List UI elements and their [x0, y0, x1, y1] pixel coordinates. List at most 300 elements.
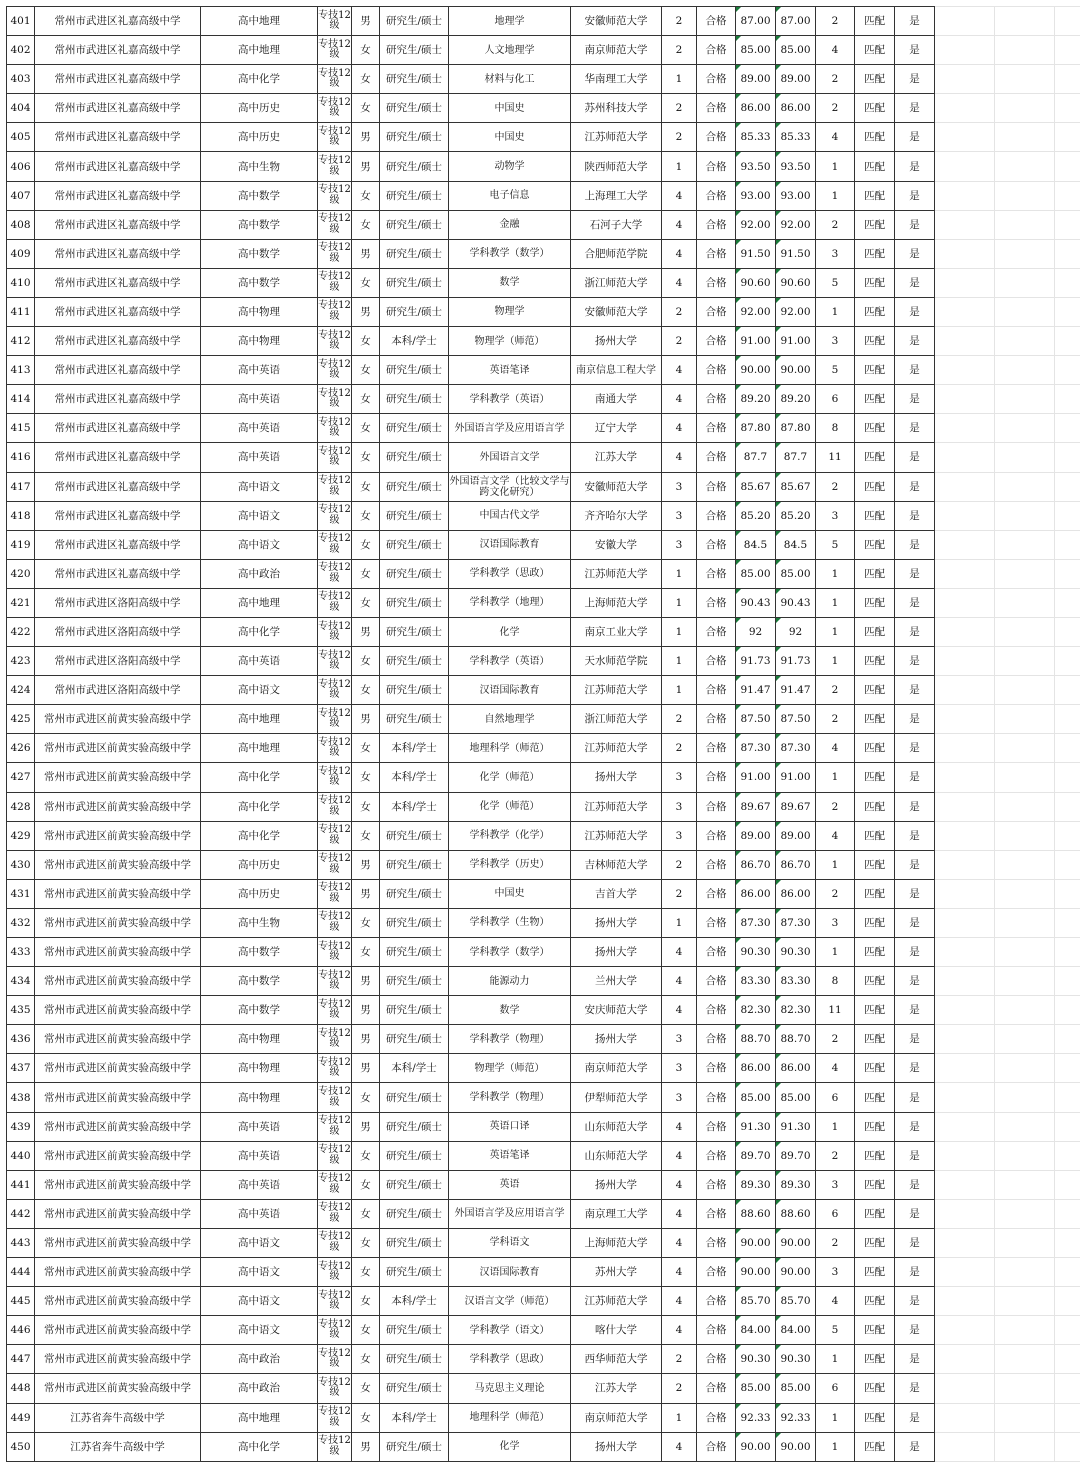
cell-match: 匹配 [855, 647, 895, 676]
cell-total-score: 85.00 [776, 1374, 816, 1403]
cell-position: 高中语文 [201, 1287, 318, 1316]
cell-university: 上海师范大学 [571, 1228, 662, 1257]
empty-cell [935, 879, 995, 908]
cell-employer: 常州市武进区前黄实验高级中学 [35, 996, 201, 1025]
cell-qualification: 合格 [697, 152, 736, 181]
empty-cell [935, 1112, 995, 1141]
cell-quota: 4 [662, 1170, 697, 1199]
cell-employer: 常州市武进区前黄实验高级中学 [35, 1345, 201, 1374]
empty-cell [1055, 152, 1080, 181]
cell-rank: 8 [816, 967, 855, 996]
cell-university: 石河子大学 [571, 210, 662, 239]
cell-major: 外国语言文学（比较文学与跨文化研究） [449, 472, 571, 501]
cell-rank: 11 [816, 996, 855, 1025]
table-row [7, 1170, 1080, 1199]
empty-cell [935, 1345, 995, 1374]
cell-position: 高中语文 [201, 1228, 318, 1257]
cell-education: 研究生/硕士 [380, 1170, 449, 1199]
empty-cell [995, 1432, 1055, 1461]
cell-major: 地理科学（师范） [449, 1403, 571, 1432]
cell-hired: 是 [895, 1228, 935, 1257]
cell-employer: 常州市武进区礼嘉高级中学 [35, 210, 201, 239]
cell-major: 材料与化工 [449, 65, 571, 94]
cell-written-score: 87.00 [736, 7, 776, 36]
cell-row-number: 402 [7, 36, 35, 65]
cell-rank: 2 [816, 94, 855, 123]
cell-written-score: 85.00 [736, 1083, 776, 1112]
empty-cell [995, 1025, 1055, 1054]
cell-match: 匹配 [855, 65, 895, 94]
table-row [7, 152, 1080, 181]
table-row [7, 1199, 1080, 1228]
cell-total-score: 90.30 [776, 1345, 816, 1374]
empty-cell [1055, 36, 1080, 65]
cell-quota: 4 [662, 967, 697, 996]
cell-employer: 常州市武进区礼嘉高级中学 [35, 414, 201, 443]
cell-rank: 6 [816, 1374, 855, 1403]
cell-education: 研究生/硕士 [380, 647, 449, 676]
cell-total-score: 87.00 [776, 7, 816, 36]
cell-match: 匹配 [855, 1141, 895, 1170]
cell-education: 研究生/硕士 [380, 530, 449, 559]
cell-rank: 4 [816, 1287, 855, 1316]
empty-cell [935, 792, 995, 821]
cell-quota: 2 [662, 850, 697, 879]
cell-quota: 2 [662, 297, 697, 326]
cell-row-number: 423 [7, 647, 35, 676]
cell-education: 本科/学士 [380, 734, 449, 763]
cell-row-number: 435 [7, 996, 35, 1025]
cell-written-score: 84.5 [736, 530, 776, 559]
cell-employer: 常州市武进区前黄实验高级中学 [35, 1112, 201, 1141]
empty-cell [995, 1199, 1055, 1228]
cell-hired: 是 [895, 181, 935, 210]
cell-row-number: 431 [7, 879, 35, 908]
cell-qualification: 合格 [697, 239, 736, 268]
cell-university: 兰州大学 [571, 967, 662, 996]
cell-row-number: 438 [7, 1083, 35, 1112]
cell-rank: 1 [816, 617, 855, 646]
cell-match: 匹配 [855, 1170, 895, 1199]
cell-hired: 是 [895, 1287, 935, 1316]
cell-major: 物理学（师范） [449, 327, 571, 356]
cell-quota: 3 [662, 1083, 697, 1112]
cell-row-number: 433 [7, 938, 35, 967]
empty-cell [1055, 65, 1080, 94]
cell-major: 学科教学（思政） [449, 559, 571, 588]
cell-employer: 常州市武进区前黄实验高级中学 [35, 821, 201, 850]
empty-cell [935, 821, 995, 850]
empty-cell [995, 559, 1055, 588]
table-row [7, 617, 1080, 646]
cell-hired: 是 [895, 443, 935, 472]
cell-written-score: 89.20 [736, 385, 776, 414]
cell-position: 高中政治 [201, 559, 318, 588]
cell-match: 匹配 [855, 1054, 895, 1083]
empty-cell [995, 327, 1055, 356]
cell-position: 高中历史 [201, 94, 318, 123]
cell-education: 研究生/硕士 [380, 967, 449, 996]
cell-level: 专技12级 [318, 967, 352, 996]
cell-row-number: 426 [7, 734, 35, 763]
cell-hired: 是 [895, 1112, 935, 1141]
cell-rank: 5 [816, 530, 855, 559]
cell-rank: 6 [816, 1083, 855, 1112]
cell-row-number: 419 [7, 530, 35, 559]
cell-major: 学科教学（英语） [449, 647, 571, 676]
cell-level: 专技12级 [318, 821, 352, 850]
cell-education: 研究生/硕士 [380, 268, 449, 297]
empty-cell [935, 1258, 995, 1287]
empty-cell [935, 327, 995, 356]
cell-written-score: 85.67 [736, 472, 776, 501]
cell-level: 专技12级 [318, 297, 352, 326]
cell-university: 江苏师范大学 [571, 676, 662, 705]
empty-cell [1055, 850, 1080, 879]
cell-rank: 3 [816, 327, 855, 356]
table-row [7, 443, 1080, 472]
empty-cell [935, 443, 995, 472]
table-row [7, 94, 1080, 123]
cell-university: 江苏师范大学 [571, 792, 662, 821]
cell-match: 匹配 [855, 472, 895, 501]
table-row [7, 530, 1080, 559]
cell-qualification: 合格 [697, 1112, 736, 1141]
cell-major: 学科教学（思政） [449, 1345, 571, 1374]
cell-row-number: 442 [7, 1199, 35, 1228]
empty-cell [935, 501, 995, 530]
empty-cell [995, 996, 1055, 1025]
cell-position: 高中物理 [201, 1025, 318, 1054]
cell-major: 马克思主义理论 [449, 1374, 571, 1403]
cell-major: 动物学 [449, 152, 571, 181]
empty-cell [935, 967, 995, 996]
empty-cell [1055, 559, 1080, 588]
cell-match: 匹配 [855, 1374, 895, 1403]
empty-cell [935, 705, 995, 734]
cell-match: 匹配 [855, 356, 895, 385]
table-row [7, 297, 1080, 326]
cell-row-number: 446 [7, 1316, 35, 1345]
cell-written-score: 90.60 [736, 268, 776, 297]
table-row [7, 588, 1080, 617]
cell-qualification: 合格 [697, 1170, 736, 1199]
cell-position: 高中数学 [201, 239, 318, 268]
cell-qualification: 合格 [697, 1025, 736, 1054]
cell-education: 研究生/硕士 [380, 501, 449, 530]
table-row [7, 501, 1080, 530]
empty-cell [1055, 1316, 1080, 1345]
cell-education: 研究生/硕士 [380, 908, 449, 937]
cell-hired: 是 [895, 850, 935, 879]
empty-cell [995, 588, 1055, 617]
empty-cell [1055, 1170, 1080, 1199]
cell-qualification: 合格 [697, 385, 736, 414]
cell-row-number: 417 [7, 472, 35, 501]
cell-level: 专技12级 [318, 385, 352, 414]
cell-match: 匹配 [855, 763, 895, 792]
empty-cell [1055, 1287, 1080, 1316]
cell-qualification: 合格 [697, 996, 736, 1025]
cell-row-number: 415 [7, 414, 35, 443]
empty-cell [935, 1141, 995, 1170]
cell-hired: 是 [895, 1374, 935, 1403]
cell-position: 高中英语 [201, 1141, 318, 1170]
cell-hired: 是 [895, 967, 935, 996]
cell-quota: 1 [662, 908, 697, 937]
cell-university: 山东师范大学 [571, 1112, 662, 1141]
cell-qualification: 合格 [697, 123, 736, 152]
empty-cell [935, 530, 995, 559]
cell-hired: 是 [895, 1083, 935, 1112]
cell-qualification: 合格 [697, 501, 736, 530]
empty-cell [1055, 7, 1080, 36]
cell-gender: 男 [352, 1112, 380, 1141]
cell-major: 化学 [449, 617, 571, 646]
cell-education: 研究生/硕士 [380, 181, 449, 210]
cell-employer: 常州市武进区礼嘉高级中学 [35, 356, 201, 385]
cell-level: 专技12级 [318, 414, 352, 443]
cell-hired: 是 [895, 356, 935, 385]
cell-major: 汉语国际教育 [449, 676, 571, 705]
cell-hired: 是 [895, 763, 935, 792]
table-row [7, 1228, 1080, 1257]
cell-rank: 2 [816, 792, 855, 821]
table-row [7, 792, 1080, 821]
empty-cell [995, 938, 1055, 967]
cell-total-score: 89.67 [776, 792, 816, 821]
cell-quota: 4 [662, 1141, 697, 1170]
cell-level: 专技12级 [318, 792, 352, 821]
cell-hired: 是 [895, 1054, 935, 1083]
cell-quota: 3 [662, 501, 697, 530]
cell-written-score: 92.33 [736, 1403, 776, 1432]
cell-major: 化学 [449, 1432, 571, 1461]
empty-cell [1055, 705, 1080, 734]
cell-major: 能源动力 [449, 967, 571, 996]
cell-written-score: 84.00 [736, 1316, 776, 1345]
cell-employer: 常州市武进区礼嘉高级中学 [35, 239, 201, 268]
cell-level: 专技12级 [318, 1258, 352, 1287]
cell-hired: 是 [895, 327, 935, 356]
empty-cell [995, 1287, 1055, 1316]
cell-total-score: 91.00 [776, 327, 816, 356]
cell-qualification: 合格 [697, 559, 736, 588]
cell-quota: 4 [662, 1228, 697, 1257]
cell-level: 专技12级 [318, 239, 352, 268]
cell-written-score: 85.20 [736, 501, 776, 530]
cell-employer: 常州市武进区前黄实验高级中学 [35, 1199, 201, 1228]
cell-match: 匹配 [855, 617, 895, 646]
cell-row-number: 410 [7, 268, 35, 297]
cell-row-number: 443 [7, 1228, 35, 1257]
cell-row-number: 450 [7, 1432, 35, 1461]
cell-total-score: 85.67 [776, 472, 816, 501]
cell-gender: 男 [352, 1054, 380, 1083]
cell-employer: 常州市武进区礼嘉高级中学 [35, 7, 201, 36]
cell-row-number: 449 [7, 1403, 35, 1432]
cell-employer: 常州市武进区礼嘉高级中学 [35, 152, 201, 181]
cell-major: 学科教学（物理） [449, 1025, 571, 1054]
cell-match: 匹配 [855, 588, 895, 617]
empty-cell [1055, 94, 1080, 123]
cell-gender: 男 [352, 239, 380, 268]
cell-education: 本科/学士 [380, 792, 449, 821]
cell-quota: 2 [662, 94, 697, 123]
cell-level: 专技12级 [318, 705, 352, 734]
cell-level: 专技12级 [318, 36, 352, 65]
cell-gender: 男 [352, 879, 380, 908]
cell-written-score: 87.50 [736, 705, 776, 734]
empty-cell [935, 414, 995, 443]
cell-rank: 3 [816, 908, 855, 937]
cell-rank: 1 [816, 938, 855, 967]
cell-quota: 3 [662, 792, 697, 821]
empty-cell [1055, 1199, 1080, 1228]
cell-university: 西华师范大学 [571, 1345, 662, 1374]
cell-education: 研究生/硕士 [380, 938, 449, 967]
empty-cell [1055, 239, 1080, 268]
cell-total-score: 86.00 [776, 879, 816, 908]
cell-position: 高中地理 [201, 588, 318, 617]
empty-cell [995, 967, 1055, 996]
cell-education: 研究生/硕士 [380, 7, 449, 36]
table-row [7, 1083, 1080, 1112]
cell-total-score: 89.70 [776, 1141, 816, 1170]
cell-university: 江苏师范大学 [571, 1287, 662, 1316]
cell-gender: 男 [352, 617, 380, 646]
empty-cell [995, 763, 1055, 792]
cell-written-score: 85.70 [736, 1287, 776, 1316]
cell-total-score: 85.70 [776, 1287, 816, 1316]
cell-position: 高中化学 [201, 763, 318, 792]
cell-level: 专技12级 [318, 1141, 352, 1170]
empty-cell [1055, 530, 1080, 559]
cell-rank: 2 [816, 210, 855, 239]
cell-total-score: 84.00 [776, 1316, 816, 1345]
cell-match: 匹配 [855, 1025, 895, 1054]
cell-position: 高中英语 [201, 647, 318, 676]
cell-quota: 2 [662, 734, 697, 763]
cell-gender: 男 [352, 996, 380, 1025]
empty-cell [1055, 356, 1080, 385]
empty-cell [1055, 210, 1080, 239]
cell-level: 专技12级 [318, 676, 352, 705]
cell-qualification: 合格 [697, 617, 736, 646]
cell-level: 专技12级 [318, 443, 352, 472]
cell-total-score: 92.33 [776, 1403, 816, 1432]
empty-cell [935, 7, 995, 36]
cell-gender: 女 [352, 472, 380, 501]
empty-cell [995, 1083, 1055, 1112]
cell-row-number: 439 [7, 1112, 35, 1141]
cell-total-score: 90.00 [776, 1432, 816, 1461]
cell-match: 匹配 [855, 908, 895, 937]
cell-quota: 4 [662, 938, 697, 967]
cell-written-score: 86.00 [736, 94, 776, 123]
cell-quota: 3 [662, 1025, 697, 1054]
cell-university: 山东师范大学 [571, 1141, 662, 1170]
cell-university: 江苏师范大学 [571, 559, 662, 588]
cell-university: 南京工业大学 [571, 617, 662, 646]
cell-position: 高中物理 [201, 1083, 318, 1112]
cell-education: 研究生/硕士 [380, 239, 449, 268]
cell-gender: 女 [352, 65, 380, 94]
cell-hired: 是 [895, 588, 935, 617]
cell-hired: 是 [895, 1025, 935, 1054]
empty-cell [995, 850, 1055, 879]
empty-cell [935, 734, 995, 763]
table-row [7, 821, 1080, 850]
cell-row-number: 429 [7, 821, 35, 850]
cell-match: 匹配 [855, 559, 895, 588]
cell-hired: 是 [895, 1199, 935, 1228]
table-row [7, 559, 1080, 588]
cell-row-number: 448 [7, 1374, 35, 1403]
cell-level: 专技12级 [318, 1316, 352, 1345]
cell-position: 高中地理 [201, 7, 318, 36]
cell-qualification: 合格 [697, 443, 736, 472]
cell-total-score: 90.00 [776, 1258, 816, 1287]
cell-total-score: 85.00 [776, 1083, 816, 1112]
cell-quota: 1 [662, 65, 697, 94]
cell-quota: 3 [662, 1054, 697, 1083]
cell-employer: 江苏省奔牛高级中学 [35, 1403, 201, 1432]
cell-qualification: 合格 [697, 181, 736, 210]
cell-qualification: 合格 [697, 705, 736, 734]
cell-level: 专技12级 [318, 1403, 352, 1432]
cell-row-number: 404 [7, 94, 35, 123]
table-row [7, 676, 1080, 705]
cell-university: 江苏师范大学 [571, 123, 662, 152]
empty-cell [935, 65, 995, 94]
cell-hired: 是 [895, 7, 935, 36]
cell-major: 汉语国际教育 [449, 530, 571, 559]
empty-cell [935, 996, 995, 1025]
cell-position: 高中地理 [201, 734, 318, 763]
cell-match: 匹配 [855, 1432, 895, 1461]
cell-employer: 常州市武进区礼嘉高级中学 [35, 268, 201, 297]
cell-row-number: 440 [7, 1141, 35, 1170]
cell-position: 高中政治 [201, 1374, 318, 1403]
cell-qualification: 合格 [697, 1316, 736, 1345]
cell-gender: 女 [352, 385, 380, 414]
cell-qualification: 合格 [697, 1258, 736, 1287]
cell-education: 研究生/硕士 [380, 472, 449, 501]
empty-cell [935, 1316, 995, 1345]
cell-qualification: 合格 [697, 879, 736, 908]
cell-total-score: 91.47 [776, 676, 816, 705]
cell-written-score: 87.30 [736, 734, 776, 763]
cell-qualification: 合格 [697, 850, 736, 879]
empty-cell [935, 1287, 995, 1316]
cell-qualification: 合格 [697, 792, 736, 821]
empty-cell [935, 1170, 995, 1199]
empty-cell [1055, 1141, 1080, 1170]
cell-major: 学科语文 [449, 1228, 571, 1257]
cell-rank: 2 [816, 65, 855, 94]
cell-level: 专技12级 [318, 1025, 352, 1054]
cell-education: 研究生/硕士 [380, 36, 449, 65]
cell-education: 研究生/硕士 [380, 617, 449, 646]
cell-row-number: 436 [7, 1025, 35, 1054]
empty-cell [995, 123, 1055, 152]
cell-hired: 是 [895, 1345, 935, 1374]
cell-university: 扬州大学 [571, 763, 662, 792]
cell-position: 高中语文 [201, 472, 318, 501]
empty-cell [935, 152, 995, 181]
empty-cell [1055, 1228, 1080, 1257]
